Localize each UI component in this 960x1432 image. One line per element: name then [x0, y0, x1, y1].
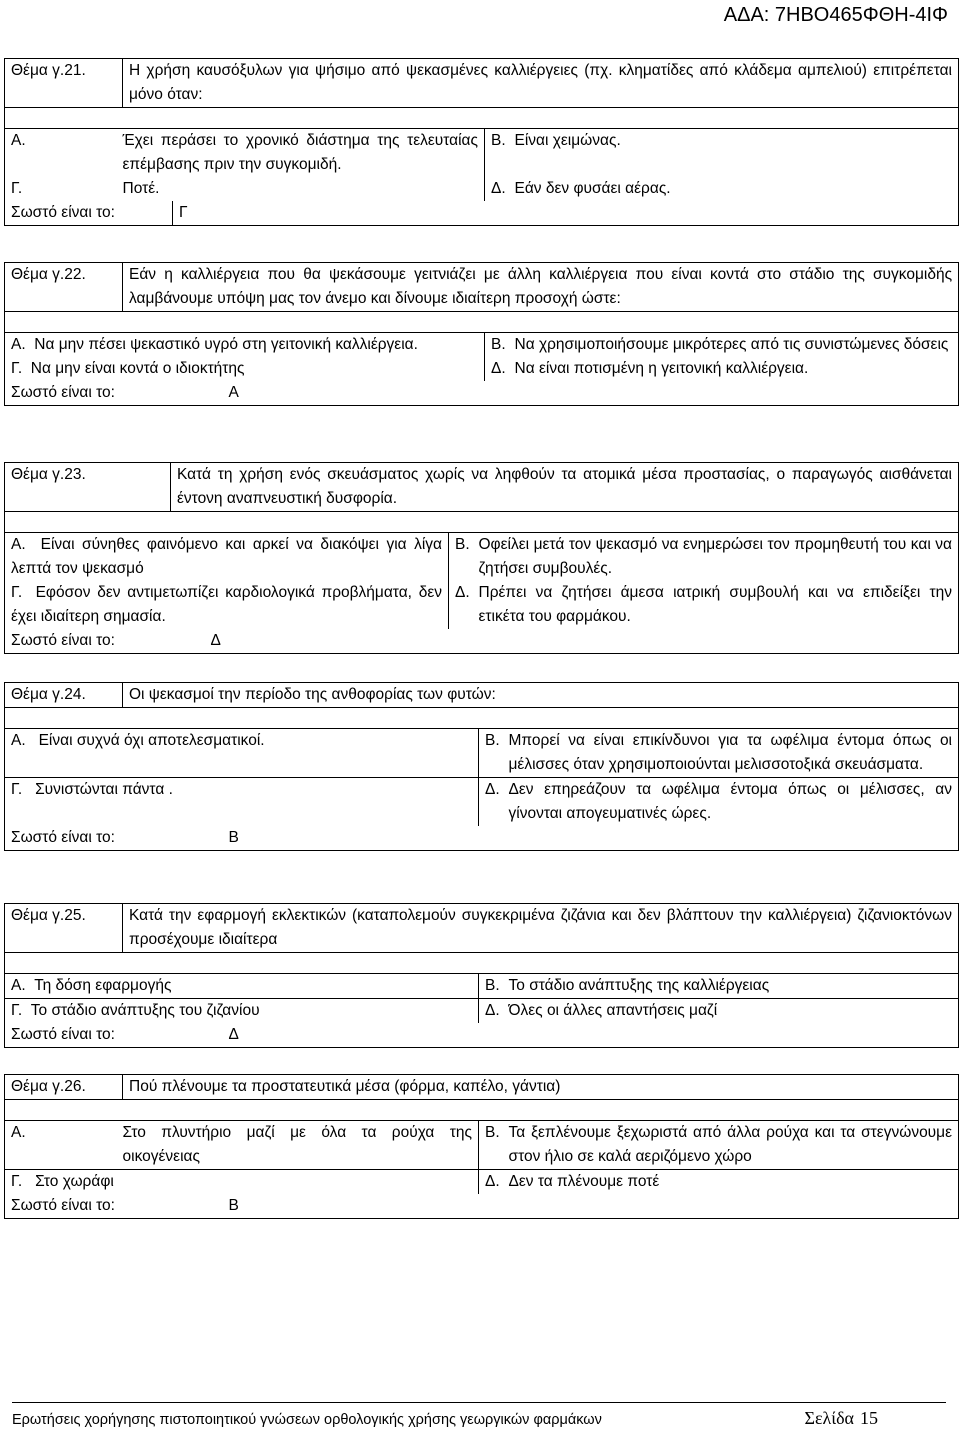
option-a: Α. Είναι σύνηθες φαινόμενο και αρκεί να διακόψει για λίγα λεπτά τον ψεκασμό [5, 533, 449, 582]
ada-code: ΑΔΑ: 7ΗΒΟ465ΦΘΗ-4ΙΦ [723, 4, 948, 26]
option-d-label: Δ. [479, 999, 509, 1024]
question-block [4, 682, 959, 851]
option-c: Γ. Στο χωράφι [5, 1170, 479, 1195]
footer-divider [12, 1402, 946, 1403]
question-text: Εάν η καλλιέργεια που θα ψεκάσουμε γειτνιάζει με άλλη καλλιέργεια που είναι κοντά στο στάδιο της συγκομιδής λαμβάνουμε υπόψη μας τον άνεμο και δίνουμε ιδιαίτερη προσοχή ώστε: [123, 263, 959, 312]
option-a-label: Α. [11, 536, 26, 553]
option-d: Όλες οι άλλες απαντήσεις μαζί [509, 999, 959, 1024]
correct-answer: Δ [123, 1023, 959, 1048]
question-text: Κατά την εφαρμογή εκλεκτικών (καταπολεμούν συγκεκριμένα ζιζάνια και δεν βλάπτουν την καλλιέργεια) ζιζανιοκτόνων προσέχουμε ιδιαίτερα [123, 904, 959, 953]
option-c-label: Γ. [11, 781, 23, 798]
footer-title: Ερωτήσεις χορήγησης πιστοποιητικού γνώσεων ορθολογικής χρήσης γεωργικών φαρμάκων [12, 1412, 602, 1428]
question-label: Θέμα γ.25. [5, 904, 123, 953]
correct-answer-label: Σωστό είναι το: [5, 826, 123, 851]
spacer-row [5, 108, 959, 129]
option-c: Γ. Το στάδιο ανάπτυξης του ζιζανίου [5, 999, 479, 1024]
option-b: Είναι χειμώνας. [515, 129, 959, 178]
option-d-label: Δ. [485, 177, 515, 201]
option-c-label: Γ. [11, 360, 23, 377]
option-b-label: Β. [449, 533, 479, 582]
question-label: Θέμα γ.26. [5, 1075, 123, 1100]
option-d-label: Δ. [479, 778, 509, 827]
question-text: Κατά τη χρήση ενός σκευάσματος χωρίς να ληφθούν τα ατομικά μέσα προστασίας, ο παραγωγός αισθάνεται έντονη αναπνευστική δυσφορία. [171, 463, 959, 512]
option-c: Γ. Εφόσον δεν αντιμετωπίζει καρδιολογικά προβλήματα, δεν έχει ιδιαίτερη σημασία. [5, 581, 449, 629]
question-block [4, 903, 959, 1048]
option-c-label: Γ. [11, 1002, 23, 1019]
question-block [4, 58, 959, 226]
option-a-label: Α. [5, 129, 123, 178]
question-block [4, 462, 959, 654]
option-a: Έχει περάσει το χρονικό διάστημα της τελευταίας επέμβασης πριν την συγκομιδή. [123, 129, 485, 178]
option-a-label: Α. [11, 336, 26, 353]
option-d: Δεν τα πλένουμε ποτέ [509, 1170, 959, 1195]
spacer-row [5, 708, 959, 729]
option-d: Να είναι ποτισμένη η γειτονική καλλιέργεια. [515, 357, 959, 381]
option-b-label: Β. [479, 974, 509, 999]
option-d-label: Δ. [479, 1170, 509, 1195]
question-label: Θέμα γ.24. [5, 683, 123, 708]
option-b-label: Β. [479, 729, 509, 778]
page-number [798, 1406, 878, 1430]
spacer-row [5, 312, 959, 333]
question-block [4, 1074, 959, 1219]
option-b: Οφείλει μετά τον ψεκασμό να ενημερώσει τον προμηθευτή του και να ζητήσει συμβουλές. [479, 533, 959, 582]
option-a: Α. Είναι συχνά όχι αποτελεσματικοί. [5, 729, 479, 778]
question-text: Οι ψεκασμοί την περίοδο της ανθοφορίας των φυτών: [123, 683, 959, 708]
correct-answer: Γ [173, 201, 959, 226]
correct-answer: Β [123, 826, 959, 851]
option-b-label: Β. [485, 129, 515, 178]
correct-answer-label: Σωστό είναι το: [5, 629, 171, 654]
correct-answer-label: Σωστό είναι το: [5, 201, 173, 226]
option-c-label: Γ. [11, 584, 23, 601]
correct-answer-label: Σωστό είναι το: [5, 1194, 123, 1219]
option-a-label: Α. [11, 732, 26, 749]
option-d: Πρέπει να ζητήσει άμεσα ιατρική συμβουλή και να επιδείξει την ετικέτα του φαρμάκου. [479, 581, 959, 629]
correct-answer: Β [123, 1194, 959, 1219]
question-label: Θέμα γ.22. [5, 263, 123, 312]
option-c: Γ. Να μην είναι κοντά ο ιδιοκτήτης [5, 357, 485, 381]
option-c: Ποτέ. [123, 177, 485, 201]
option-a-label: Α. [11, 977, 26, 994]
option-b: Μπορεί να είναι επικίνδυνοι για τα ωφέλιμα έντομα όπως οι μέλισσες όταν χρησιμοποιούνται μελισσοτοξικά σκευάσματα. [509, 729, 959, 778]
option-d-label: Δ. [485, 357, 515, 381]
spacer-row [5, 953, 959, 974]
option-d: Εάν δεν φυσάει αέρας. [515, 177, 959, 201]
option-b: Το στάδιο ανάπτυξης της καλλιέργειας [509, 974, 959, 999]
option-a: Α. Να μην πέσει ψεκαστικό υγρό στη γειτονική καλλιέργεια. [5, 333, 485, 358]
option-c-label: Γ. [5, 177, 123, 201]
correct-answer-label: Σωστό είναι το: [5, 381, 123, 406]
question-label: Θέμα γ.21. [5, 59, 123, 108]
option-c-label: Γ. [11, 1173, 23, 1190]
option-b: Τα ξεπλένουμε ξεχωριστά από άλλα ρούχα και τα στεγνώνουμε στον ήλιο σε καλά αεριζόμενο χώρο [509, 1121, 959, 1170]
question-text: Πού πλένουμε τα προστατευτικά μέσα (φόρμα, καπέλο, γάντια) [123, 1075, 959, 1100]
option-a: Στο πλυντήριο μαζί με όλα τα ρούχα της οικογένειας [123, 1121, 479, 1170]
question-label: Θέμα γ.23. [5, 463, 171, 512]
correct-answer: Δ [171, 629, 959, 654]
page-number-value: 15 [860, 1408, 878, 1428]
question-block [4, 262, 959, 406]
correct-answer: Α [123, 381, 959, 406]
correct-answer-label: Σωστό είναι το: [5, 1023, 123, 1048]
option-a-label: Α. [5, 1121, 123, 1170]
spacer-row [5, 1100, 959, 1121]
option-b-label: Β. [485, 333, 515, 358]
option-a: Α. Τη δόση εφαρμογής [5, 974, 479, 999]
spacer-row [5, 512, 959, 533]
question-text: Η χρήση καυσόξυλων για ψήσιμο από ψεκασμένες καλλιέργειες (πχ. κληματίδες από κλάδεμα αμπελιού) επιτρέπεται μόνο όταν: [123, 59, 959, 108]
option-b-label: Β. [479, 1121, 509, 1170]
option-c: Γ. Συνιστώνται πάντα . [5, 778, 479, 827]
page-label: Σελίδα [804, 1408, 854, 1428]
option-d-label: Δ. [449, 581, 479, 629]
option-b: Να χρησιμοποιήσουμε μικρότερες από τις συνιστώμενες δόσεις [515, 333, 959, 358]
option-d: Δεν επηρεάζουν τα ωφέλιμα έντομα όπως οι μέλισσες, αν γίνονται απογευματινές ώρες. [509, 778, 959, 827]
